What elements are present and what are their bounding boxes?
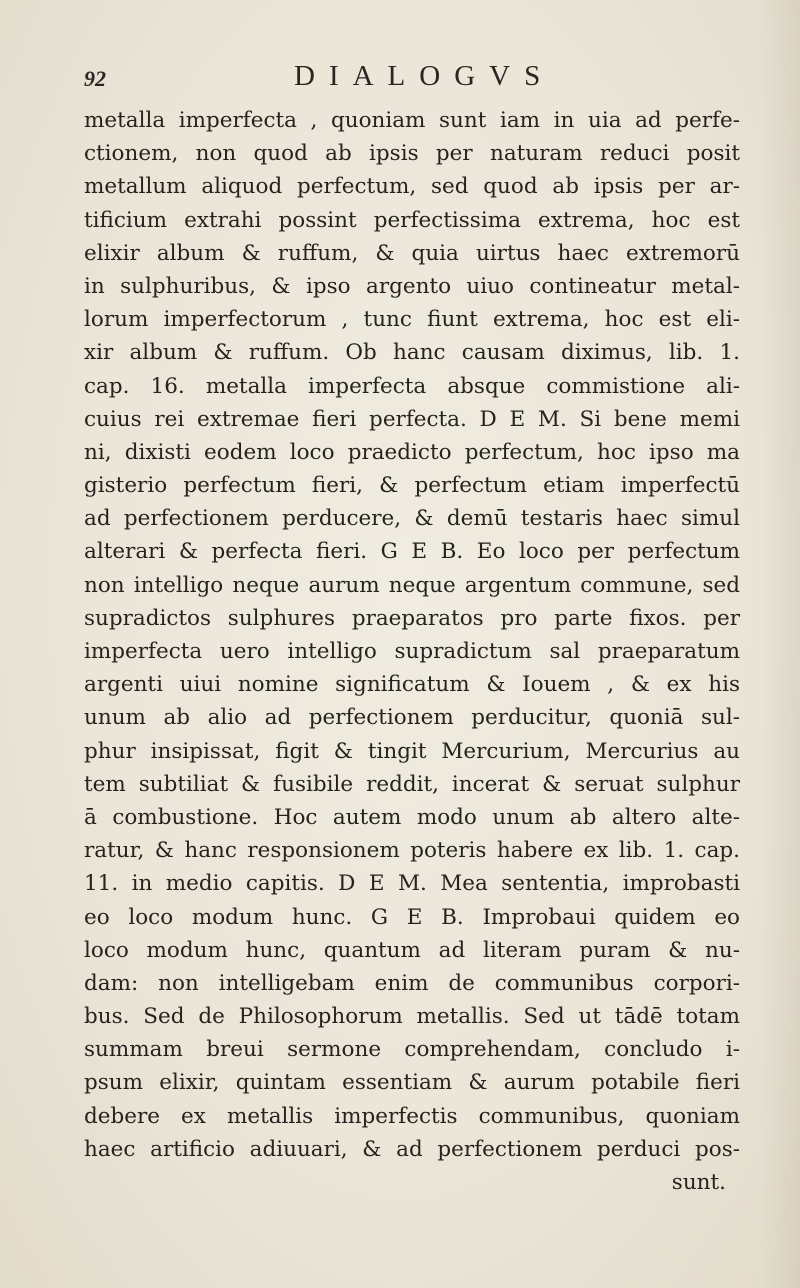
text-line: ratur, & hanc responsionem poteris habere ex lib. 1. cap. (84, 838, 740, 864)
catchword: sunt. (671, 1170, 726, 1195)
text-line: cap. 16. metalla imperfecta absque commistione ali- (84, 373, 740, 399)
text-line: phur insipissat, figit & tingit Mercurium, Mercurius au (84, 738, 740, 764)
text-line: tem subtiliat & fusibile reddit, incerat & seruat sulphur (84, 771, 740, 797)
text-line: xir album & ruffum. Ob hanc causam diximus, lib. 1. (84, 340, 740, 366)
text-line: argenti uiui nomine significatum & Iouem , & ex his (84, 672, 740, 698)
text-line: ctionem, non quod ab ipsis per naturam reduci posit (84, 141, 740, 167)
text-line: gisterio perfectum fieri, & perfectum etiam imperfectū (84, 473, 740, 499)
page-gutter-shadow (760, 0, 800, 1288)
text-line: summam breui sermone comprehendam, concludo i- (84, 1037, 740, 1063)
text-line: ni, dixisti eodem loco praedicto perfectum, hoc ipso ma (84, 439, 740, 465)
text-line: supradictos sulphures praeparatos pro parte fixos. per (84, 605, 740, 631)
text-line: debere ex metallis imperfectis communibus, quoniam (84, 1103, 740, 1129)
text-line: loco modum hunc, quantum ad literam puram & nu- (84, 937, 740, 963)
text-line: alterari & perfecta fieri. G E B. Eo loco per perfectum (84, 539, 740, 565)
running-head (84, 60, 744, 94)
text-line: eo loco modum hunc. G E B. Improbaui quidem eo (84, 904, 740, 930)
text-line: cuius rei extremae fieri perfecta. D E M. Si bene memi (84, 406, 740, 432)
body-text (84, 104, 740, 1199)
text-line: elixir album & ruffum, & quia uirtus haec extremorū (84, 240, 740, 266)
text-line: 11. in medio capitis. D E M. Mea sententia, improbasti (84, 871, 740, 897)
text-line: metallum aliquod perfectum, sed quod ab ipsis per ar- (84, 174, 740, 200)
text-line: dam: non intelligebam enim de communibus corpori- (84, 970, 740, 996)
text-line: bus. Sed de Philosophorum metallis. Sed ut tādē totam (84, 1004, 740, 1030)
page-number: 92 (84, 66, 106, 91)
running-title: DIALOGVS (294, 60, 555, 92)
text-line: metalla imperfecta , quoniam sunt iam in uia ad perfe- (84, 108, 740, 133)
text-line: lorum imperfectorum , tunc fiunt extrema, hoc est eli- (84, 307, 740, 333)
text-line: in sulphuribus, & ipso argento uiuo contineatur metal- (84, 273, 740, 299)
text-line: haec artificio adiuuari, & ad perfectionem perduci pos- (84, 1136, 740, 1162)
text-line: tificium extrahi possint perfectissima extrema, hoc est (84, 207, 740, 233)
text-line: unum ab alio ad perfectionem perducitur, quoniā sul- (84, 705, 740, 731)
text-line: non intelligo neque aurum neque argentum commune, sed (84, 572, 740, 598)
text-line: ad perfectionem perducere, & demū testaris haec simul (84, 506, 740, 532)
text-line: imperfecta uero intelligo supradictum sal praeparatum (84, 639, 740, 664)
text-line: psum elixir, quintam essentiam & aurum potabile fieri (84, 1070, 740, 1096)
text-line: ā combustione. Hoc autem modo unum ab altero alte- (84, 804, 740, 830)
